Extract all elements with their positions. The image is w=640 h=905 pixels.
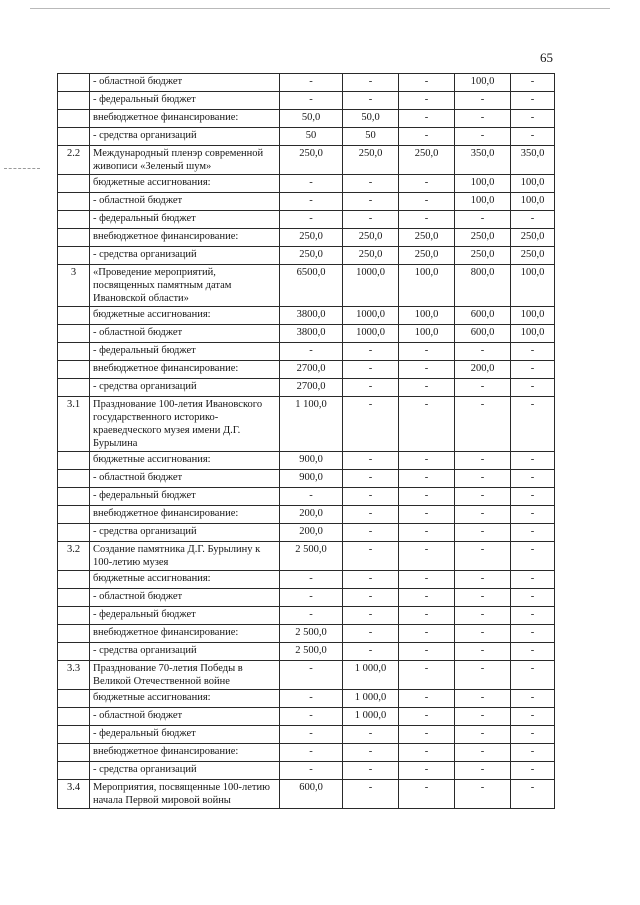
value-cell-1: 2700,0 <box>280 361 343 379</box>
value-cell-4: 600,0 <box>455 307 511 325</box>
value-cell-5: - <box>511 762 555 780</box>
table-row-item <box>58 265 555 307</box>
value-cell-5: - <box>511 589 555 607</box>
table-row <box>58 571 555 589</box>
table-row <box>58 589 555 607</box>
value-cell-3: - <box>399 726 455 744</box>
value-cell-2: - <box>343 643 399 661</box>
row-name-cell: Международный пленэр современной живописи «Зеленый шум» <box>90 146 280 175</box>
value-cell-3: - <box>399 589 455 607</box>
value-cell-2: - <box>343 744 399 762</box>
row-name-cell: Празднование 70-летия Победы в Великой Отечественной войне <box>90 661 280 690</box>
value-cell-5: - <box>511 92 555 110</box>
value-cell-5: - <box>511 343 555 361</box>
value-cell-5: - <box>511 643 555 661</box>
value-cell-5: 250,0 <box>511 247 555 265</box>
value-cell-1: 2700,0 <box>280 379 343 397</box>
value-cell-3: - <box>399 762 455 780</box>
table-row <box>58 128 555 146</box>
row-number-cell <box>58 744 90 762</box>
value-cell-3: - <box>399 211 455 229</box>
value-cell-3: - <box>399 361 455 379</box>
value-cell-1: 600,0 <box>280 780 343 809</box>
value-cell-2: - <box>343 625 399 643</box>
value-cell-1: - <box>280 726 343 744</box>
row-name-cell: Мероприятия, посвященные 100-летию начала Первой мировой войны <box>90 780 280 809</box>
value-cell-3: - <box>399 128 455 146</box>
row-name-cell: внебюджетное финансирование: <box>90 229 280 247</box>
table-row <box>58 762 555 780</box>
value-cell-2: - <box>343 726 399 744</box>
value-cell-5: 250,0 <box>511 229 555 247</box>
value-cell-3: 250,0 <box>399 247 455 265</box>
value-cell-3: - <box>399 607 455 625</box>
row-number-cell: 3 <box>58 265 90 307</box>
value-cell-2: 50,0 <box>343 110 399 128</box>
row-number-cell <box>58 92 90 110</box>
value-cell-5: - <box>511 211 555 229</box>
value-cell-5: 350,0 <box>511 146 555 175</box>
value-cell-3: - <box>399 92 455 110</box>
value-cell-2: 50 <box>343 128 399 146</box>
value-cell-5: 100,0 <box>511 307 555 325</box>
value-cell-3: - <box>399 571 455 589</box>
value-cell-3: - <box>399 780 455 809</box>
row-name-cell: - средства организаций <box>90 524 280 542</box>
row-name-cell: внебюджетное финансирование: <box>90 744 280 762</box>
row-number-cell <box>58 488 90 506</box>
table-row <box>58 708 555 726</box>
row-number-cell <box>58 325 90 343</box>
value-cell-5: - <box>511 524 555 542</box>
value-cell-3: - <box>399 542 455 571</box>
value-cell-3: - <box>399 110 455 128</box>
value-cell-4: - <box>455 92 511 110</box>
value-cell-1: - <box>280 708 343 726</box>
row-number-cell: 3.3 <box>58 661 90 690</box>
table-row <box>58 211 555 229</box>
row-name-cell: - средства организаций <box>90 247 280 265</box>
page-number: 65 <box>540 50 553 65</box>
value-cell-5: - <box>511 542 555 571</box>
value-cell-5: - <box>511 452 555 470</box>
value-cell-2: 1000,0 <box>343 265 399 307</box>
row-number-cell: 3.4 <box>58 780 90 809</box>
value-cell-4: 100,0 <box>455 193 511 211</box>
value-cell-2: - <box>343 211 399 229</box>
value-cell-1: - <box>280 589 343 607</box>
row-number-cell: 3.2 <box>58 542 90 571</box>
value-cell-1: 6500,0 <box>280 265 343 307</box>
row-number-cell <box>58 452 90 470</box>
row-name-cell: внебюджетное финансирование: <box>90 110 280 128</box>
value-cell-5: - <box>511 625 555 643</box>
value-cell-1: - <box>280 92 343 110</box>
row-number-cell <box>58 708 90 726</box>
row-name-cell: бюджетные ассигнования: <box>90 571 280 589</box>
row-number-cell <box>58 470 90 488</box>
value-cell-4: - <box>455 625 511 643</box>
row-number-cell <box>58 643 90 661</box>
value-cell-5: - <box>511 690 555 708</box>
row-number-cell: 2.2 <box>58 146 90 175</box>
value-cell-1: - <box>280 744 343 762</box>
value-cell-2: - <box>343 762 399 780</box>
table-row <box>58 247 555 265</box>
table-row <box>58 726 555 744</box>
value-cell-4: 250,0 <box>455 247 511 265</box>
value-cell-1: - <box>280 762 343 780</box>
value-cell-5: 100,0 <box>511 265 555 307</box>
value-cell-3: - <box>399 74 455 92</box>
value-cell-2: 250,0 <box>343 229 399 247</box>
value-cell-4: - <box>455 452 511 470</box>
row-number-cell <box>58 247 90 265</box>
row-name-cell: бюджетные ассигнования: <box>90 307 280 325</box>
value-cell-4: - <box>455 470 511 488</box>
value-cell-4: - <box>455 110 511 128</box>
row-number-cell <box>58 110 90 128</box>
row-number-cell <box>58 625 90 643</box>
table-row <box>58 325 555 343</box>
value-cell-2: - <box>343 193 399 211</box>
value-cell-1: - <box>280 661 343 690</box>
value-cell-2: - <box>343 74 399 92</box>
table-row <box>58 229 555 247</box>
value-cell-4: 350,0 <box>455 146 511 175</box>
value-cell-5: 100,0 <box>511 325 555 343</box>
row-number-cell <box>58 307 90 325</box>
value-cell-4: - <box>455 506 511 524</box>
value-cell-3: 250,0 <box>399 146 455 175</box>
value-cell-3: 100,0 <box>399 307 455 325</box>
value-cell-3: 100,0 <box>399 265 455 307</box>
value-cell-2: - <box>343 571 399 589</box>
value-cell-1: 250,0 <box>280 247 343 265</box>
row-name-cell: - федеральный бюджет <box>90 488 280 506</box>
row-name-cell: бюджетные ассигнования: <box>90 175 280 193</box>
row-number-cell <box>58 361 90 379</box>
value-cell-5: - <box>511 661 555 690</box>
value-cell-1: - <box>280 193 343 211</box>
row-number-cell: 3.1 <box>58 397 90 452</box>
row-number-cell <box>58 607 90 625</box>
value-cell-2: - <box>343 92 399 110</box>
value-cell-3: - <box>399 397 455 452</box>
table-row <box>58 361 555 379</box>
value-cell-4: - <box>455 524 511 542</box>
value-cell-3: - <box>399 708 455 726</box>
value-cell-4: - <box>455 643 511 661</box>
row-number-cell <box>58 74 90 92</box>
row-name-cell: - областной бюджет <box>90 708 280 726</box>
value-cell-2: - <box>343 470 399 488</box>
row-number-cell <box>58 211 90 229</box>
value-cell-5: - <box>511 726 555 744</box>
value-cell-3: - <box>399 506 455 524</box>
row-name-cell: бюджетные ассигнования: <box>90 452 280 470</box>
value-cell-1: 250,0 <box>280 229 343 247</box>
value-cell-2: 1 000,0 <box>343 708 399 726</box>
value-cell-2: - <box>343 488 399 506</box>
row-name-cell: - областной бюджет <box>90 74 280 92</box>
row-name-cell: «Проведение мероприятий, посвященных памятным датам Ивановской области» <box>90 265 280 307</box>
value-cell-2: 1000,0 <box>343 325 399 343</box>
value-cell-3: - <box>399 470 455 488</box>
value-cell-5: - <box>511 506 555 524</box>
value-cell-5: 100,0 <box>511 175 555 193</box>
table-row <box>58 690 555 708</box>
row-name-cell: - областной бюджет <box>90 325 280 343</box>
value-cell-1: 50,0 <box>280 110 343 128</box>
value-cell-4: 100,0 <box>455 175 511 193</box>
value-cell-3: - <box>399 625 455 643</box>
row-number-cell <box>58 762 90 780</box>
value-cell-3: - <box>399 452 455 470</box>
row-number-cell <box>58 589 90 607</box>
value-cell-2: 250,0 <box>343 146 399 175</box>
table-row <box>58 74 555 92</box>
value-cell-4: - <box>455 690 511 708</box>
value-cell-3: - <box>399 193 455 211</box>
value-cell-2: - <box>343 524 399 542</box>
value-cell-4: - <box>455 744 511 762</box>
row-number-cell <box>58 506 90 524</box>
table-row <box>58 92 555 110</box>
row-name-cell: - федеральный бюджет <box>90 343 280 361</box>
table-row <box>58 625 555 643</box>
table-row <box>58 488 555 506</box>
row-name-cell: Создание памятника Д.Г. Бурылину к 100-летию музея <box>90 542 280 571</box>
value-cell-4: - <box>455 661 511 690</box>
value-cell-1: - <box>280 690 343 708</box>
value-cell-4: - <box>455 379 511 397</box>
table-row <box>58 193 555 211</box>
row-name-cell: - федеральный бюджет <box>90 607 280 625</box>
value-cell-1: 250,0 <box>280 146 343 175</box>
table-row <box>58 744 555 762</box>
value-cell-4: - <box>455 726 511 744</box>
row-name-cell: - федеральный бюджет <box>90 92 280 110</box>
row-number-cell <box>58 229 90 247</box>
value-cell-1: 200,0 <box>280 506 343 524</box>
value-cell-2: - <box>343 175 399 193</box>
row-number-cell <box>58 343 90 361</box>
row-number-cell <box>58 175 90 193</box>
value-cell-4: - <box>455 343 511 361</box>
value-cell-1: - <box>280 343 343 361</box>
value-cell-1: 50 <box>280 128 343 146</box>
value-cell-3: - <box>399 524 455 542</box>
value-cell-1: 2 500,0 <box>280 542 343 571</box>
row-name-cell: - федеральный бюджет <box>90 211 280 229</box>
table-row <box>58 506 555 524</box>
value-cell-4: - <box>455 589 511 607</box>
value-cell-3: - <box>399 343 455 361</box>
value-cell-4: - <box>455 211 511 229</box>
value-cell-1: 2 500,0 <box>280 643 343 661</box>
table-row-item <box>58 397 555 452</box>
value-cell-2: - <box>343 397 399 452</box>
row-name-cell: - областной бюджет <box>90 470 280 488</box>
value-cell-5: - <box>511 128 555 146</box>
row-name-cell: - средства организаций <box>90 128 280 146</box>
value-cell-3: 100,0 <box>399 325 455 343</box>
value-cell-2: - <box>343 506 399 524</box>
value-cell-2: 1 000,0 <box>343 661 399 690</box>
value-cell-1: 900,0 <box>280 470 343 488</box>
value-cell-1: - <box>280 488 343 506</box>
budget-table <box>57 73 555 809</box>
value-cell-2: - <box>343 780 399 809</box>
table-row <box>58 643 555 661</box>
value-cell-2: - <box>343 452 399 470</box>
row-number-cell <box>58 726 90 744</box>
value-cell-1: - <box>280 607 343 625</box>
value-cell-4: 250,0 <box>455 229 511 247</box>
row-number-cell <box>58 379 90 397</box>
value-cell-4: - <box>455 762 511 780</box>
table-row <box>58 607 555 625</box>
value-cell-3: - <box>399 488 455 506</box>
value-cell-2: - <box>343 343 399 361</box>
value-cell-4: - <box>455 708 511 726</box>
value-cell-2: 1000,0 <box>343 307 399 325</box>
value-cell-4: - <box>455 780 511 809</box>
value-cell-5: - <box>511 470 555 488</box>
row-name-cell: - областной бюджет <box>90 193 280 211</box>
row-name-cell: внебюджетное финансирование: <box>90 506 280 524</box>
value-cell-5: - <box>511 74 555 92</box>
value-cell-3: - <box>399 175 455 193</box>
table-row <box>58 470 555 488</box>
row-name-cell: бюджетные ассигнования: <box>90 690 280 708</box>
row-name-cell: - средства организаций <box>90 762 280 780</box>
table-row-item <box>58 780 555 809</box>
value-cell-4: 600,0 <box>455 325 511 343</box>
table-row <box>58 452 555 470</box>
table-row <box>58 110 555 128</box>
value-cell-5: - <box>511 708 555 726</box>
value-cell-2: - <box>343 361 399 379</box>
value-cell-5: - <box>511 571 555 589</box>
row-number-cell <box>58 571 90 589</box>
value-cell-2: - <box>343 379 399 397</box>
value-cell-5: - <box>511 780 555 809</box>
value-cell-4: - <box>455 397 511 452</box>
scan-margin-mark <box>4 168 40 169</box>
value-cell-4: 800,0 <box>455 265 511 307</box>
table-row <box>58 307 555 325</box>
value-cell-1: - <box>280 175 343 193</box>
value-cell-1: 1 100,0 <box>280 397 343 452</box>
row-name-cell: Празднование 100-летия Ивановского государственного историко-краеведческого музея имени Д.Г. Бурылина <box>90 397 280 452</box>
value-cell-5: - <box>511 361 555 379</box>
value-cell-1: 200,0 <box>280 524 343 542</box>
value-cell-1: - <box>280 571 343 589</box>
budget-table-body <box>58 74 555 809</box>
value-cell-4: - <box>455 488 511 506</box>
row-name-cell: - областной бюджет <box>90 589 280 607</box>
row-number-cell <box>58 690 90 708</box>
scan-border-line <box>30 8 610 9</box>
value-cell-4: - <box>455 607 511 625</box>
value-cell-5: - <box>511 488 555 506</box>
value-cell-2: - <box>343 589 399 607</box>
value-cell-3: - <box>399 643 455 661</box>
value-cell-4: - <box>455 571 511 589</box>
value-cell-1: 2 500,0 <box>280 625 343 643</box>
value-cell-4: 100,0 <box>455 74 511 92</box>
value-cell-1: 3800,0 <box>280 307 343 325</box>
table-row-item <box>58 661 555 690</box>
table-row <box>58 343 555 361</box>
table-row <box>58 379 555 397</box>
row-name-cell: - средства организаций <box>90 379 280 397</box>
row-name-cell: - средства организаций <box>90 643 280 661</box>
value-cell-2: - <box>343 542 399 571</box>
value-cell-1: 900,0 <box>280 452 343 470</box>
value-cell-2: - <box>343 607 399 625</box>
value-cell-3: 250,0 <box>399 229 455 247</box>
value-cell-3: - <box>399 661 455 690</box>
value-cell-5: - <box>511 607 555 625</box>
row-name-cell: внебюджетное финансирование: <box>90 625 280 643</box>
table-row <box>58 524 555 542</box>
value-cell-3: - <box>399 744 455 762</box>
value-cell-4: - <box>455 128 511 146</box>
table-row <box>58 175 555 193</box>
value-cell-2: 250,0 <box>343 247 399 265</box>
value-cell-1: - <box>280 211 343 229</box>
row-number-cell <box>58 193 90 211</box>
table-row-item <box>58 146 555 175</box>
row-name-cell: внебюджетное финансирование: <box>90 361 280 379</box>
value-cell-3: - <box>399 379 455 397</box>
value-cell-3: - <box>399 690 455 708</box>
value-cell-5: - <box>511 744 555 762</box>
value-cell-5: - <box>511 397 555 452</box>
value-cell-4: 200,0 <box>455 361 511 379</box>
value-cell-5: 100,0 <box>511 193 555 211</box>
row-number-cell <box>58 128 90 146</box>
row-number-cell <box>58 524 90 542</box>
value-cell-5: - <box>511 110 555 128</box>
table-row-item <box>58 542 555 571</box>
value-cell-2: 1 000,0 <box>343 690 399 708</box>
value-cell-1: 3800,0 <box>280 325 343 343</box>
value-cell-4: - <box>455 542 511 571</box>
row-name-cell: - федеральный бюджет <box>90 726 280 744</box>
value-cell-5: - <box>511 379 555 397</box>
value-cell-1: - <box>280 74 343 92</box>
